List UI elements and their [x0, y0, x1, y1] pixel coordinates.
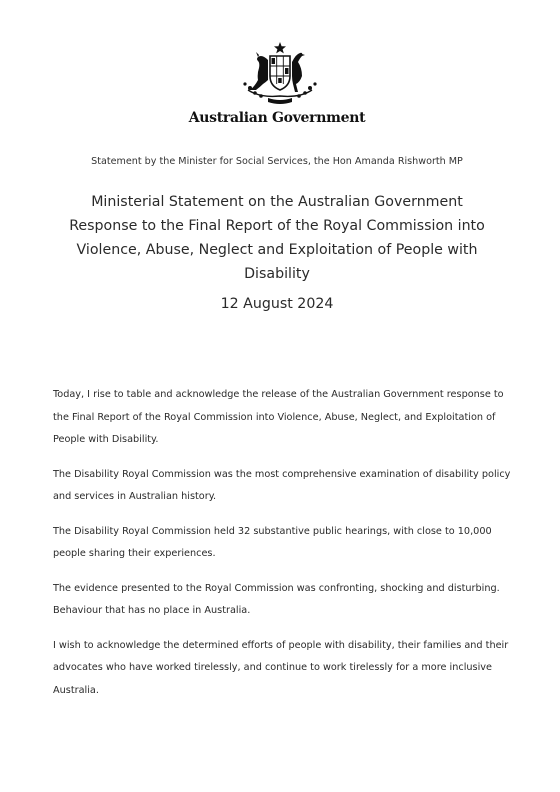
body-paragraph: I wish to acknowledge the determined efforts of people with disability, their families and their advocates who have worked tirelessly, and continue to work tirelessly for a more inclusive Australia.	[53, 639, 509, 696]
body-paragraph: The Disability Royal Commission held 32 substantive public hearings, with close to 10,000 people sharing their experiences.	[53, 525, 492, 559]
statement-date: 12 August 2024	[220, 296, 334, 312]
coat-of-arms-icon	[230, 40, 330, 106]
statement-title: Ministerial Statement on the Australian Government Response to the Final Report of the Royal Commission into Violence, Abuse, Neglect and Exploitation of People with Disability	[69, 194, 485, 282]
government-name: Australian Government	[188, 110, 366, 126]
body-paragraph: Today, I rise to table and acknowledge the release of the Australian Government response to the Final Report of the Royal Commission into Violence, Abuse, Neglect, and Exploitation of People with Disability.	[53, 389, 504, 445]
body-paragraph: The Disability Royal Commission was the most comprehensive examination of disability policy and services in Australian history.	[53, 468, 511, 502]
body-paragraph: The evidence presented to the Royal Commission was confronting, shocking and disturbing. Behaviour that has no place in Australia.	[53, 582, 500, 616]
statement-byline: Statement by the Minister for Social Services, the Hon Amanda Rishworth MP	[91, 156, 463, 167]
statement-body	[53, 384, 513, 714]
